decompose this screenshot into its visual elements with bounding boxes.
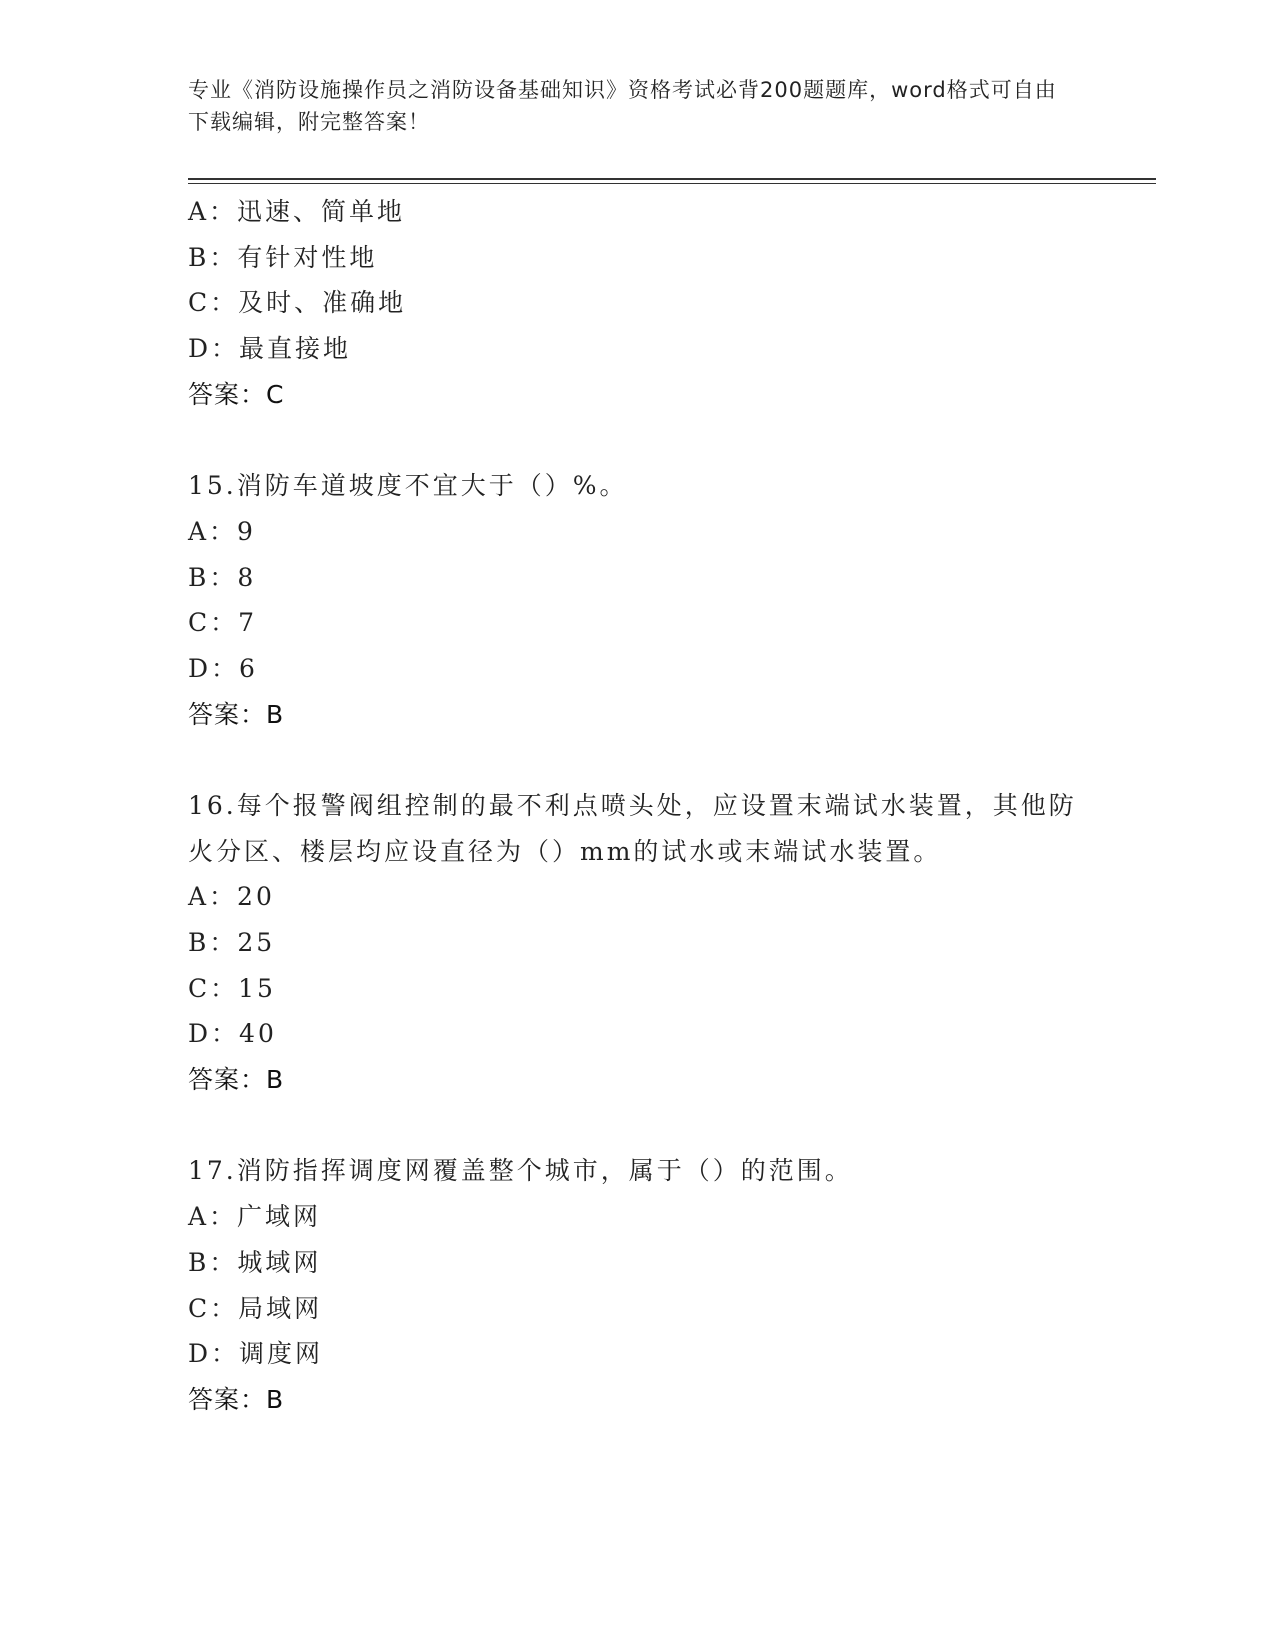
option-d: D：6 xyxy=(188,653,258,683)
question-text: 17.消防指挥调度网覆盖整个城市，属于（）的范围。 xyxy=(188,1156,853,1186)
spacer xyxy=(188,1103,1088,1149)
option-d: D：40 xyxy=(188,1019,277,1049)
question-block-16 xyxy=(188,783,1088,1103)
question-text: 16.每个报警阀组控制的最不利点喷头处，应设置末端试水装置，其他防火分区、楼层均应设直径为（）mm的试水或末端试水装置。 xyxy=(188,790,1077,866)
option-a: A：20 xyxy=(188,882,275,912)
header-divider-thin xyxy=(188,183,1156,184)
answer-line: 答案：C xyxy=(188,379,285,409)
option-b: B：25 xyxy=(188,928,276,958)
option-b: B：城域网 xyxy=(188,1247,322,1277)
option-b: B：有针对性地 xyxy=(188,242,378,272)
answer-line: 答案：B xyxy=(188,1384,285,1414)
header-divider-thick xyxy=(188,178,1156,180)
answer-line: 答案：B xyxy=(188,699,285,729)
spacer xyxy=(188,417,1088,463)
option-d: D：调度网 xyxy=(188,1339,324,1369)
answer-line: 答案：B xyxy=(188,1065,285,1095)
option-c: C：7 xyxy=(188,608,258,638)
option-a: A：迅速、简单地 xyxy=(188,197,406,226)
option-c: C：局域网 xyxy=(188,1293,323,1323)
option-c: C：及时、准确地 xyxy=(188,288,407,318)
option-b: B：8 xyxy=(188,562,257,592)
question-block-14 xyxy=(188,189,1088,417)
question-text: 15.消防车道坡度不宜大于（）%。 xyxy=(188,471,628,501)
option-d: D：最直接地 xyxy=(188,334,352,364)
question-block-17 xyxy=(188,1148,1088,1422)
option-c: C：15 xyxy=(188,973,276,1003)
spacer xyxy=(188,737,1088,783)
question-block-15 xyxy=(188,463,1088,737)
option-a: A：9 xyxy=(188,516,256,546)
question-list xyxy=(188,189,1088,1423)
document-header: 专业《消防设施操作员之消防设备基础知识》资格考试必背200题题库，word格式可自由下载编辑，附完整答案！ xyxy=(188,78,1057,134)
option-a: A：广域网 xyxy=(188,1202,322,1232)
